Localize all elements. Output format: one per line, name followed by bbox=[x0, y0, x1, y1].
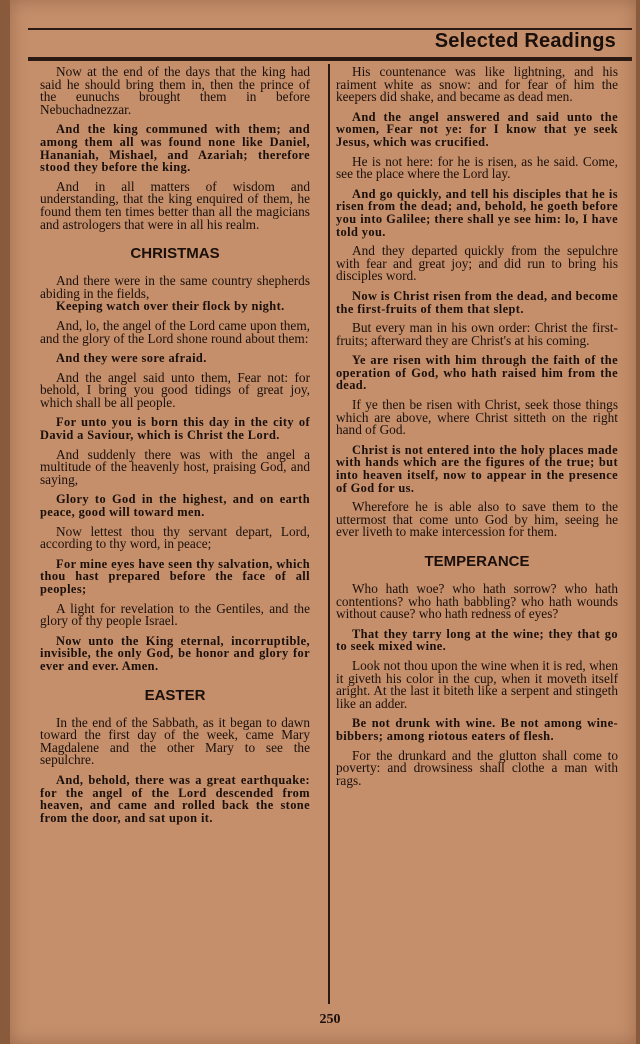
paragraph: His countenance was like lightning, and his raiment white as snow: and for fear of him the keepers did shake, and became as dead men. bbox=[336, 64, 618, 105]
paragraph: Now at the end of the days that the king had said he should bring them in, then the prince of the eunuchs brought them in before Nebuchadnezzar. bbox=[40, 64, 310, 117]
paragraph: For the drunkard and the glutton shall come to poverty: and drowsiness shall clothe a man with rags. bbox=[336, 747, 618, 788]
paragraph: But every man in his own order: Christ the first-fruits; afterward they are Christ's at his coming. bbox=[336, 320, 618, 348]
section-heading-christmas: CHRISTMAS bbox=[130, 245, 220, 263]
paragraph: For unto you is born this day in the city of David a Saviour, which is Christ the Lord. bbox=[40, 415, 310, 443]
paragraph: Who hath woe? who hath sorrow? who hath contentions? who hath babbling? who hath wounds without cause? who hath redness of eyes? bbox=[336, 581, 618, 622]
paragraph: And the angel said unto them, Fear not: for behold, I bring you good tidings of great joy, which shall be all people. bbox=[40, 369, 310, 410]
paragraph: And there were in the same country shepherds abiding in the fields, bbox=[40, 273, 310, 301]
paragraph: Christ is not entered into the holy places made with hands which are the figures of the true; but into heaven itself, now to appear in the presence of God for us. bbox=[336, 442, 618, 495]
paragraph: Now lettest thou thy servant depart, Lord, according to thy word, in peace; bbox=[40, 523, 310, 552]
left-column bbox=[40, 66, 310, 831]
paragraph: That they tarry long at the wine; they that go to seek mixed wine. bbox=[336, 626, 618, 654]
paragraph: He is not here: for he is risen, as he said. Come, see the place where the Lord lay. bbox=[336, 153, 618, 182]
paragraph: Now unto the King eternal, incorruptible, invisible, the only God, be honor and glory for ever and ever. Amen. bbox=[40, 633, 310, 673]
section-heading-easter: EASTER bbox=[144, 686, 206, 704]
paragraph: Keeping watch over their flock by night. bbox=[56, 299, 285, 314]
paragraph: Be not drunk with wine. Be not among wine-bibbers; among riotous eaters of flesh. bbox=[336, 716, 618, 743]
paragraph: And they were sore afraid. bbox=[56, 351, 207, 366]
section-heading-temperance: TEMPERANCE bbox=[424, 553, 530, 570]
page-header-title: Selected Readings bbox=[434, 30, 616, 52]
paragraph: And go quickly, and tell his disciples that he is risen from the dead; and, behold, he goeth before you into Galilee; there shall ye see him: lo, I have told you. bbox=[336, 186, 618, 239]
paragraph: Wherefore he is able also to save them to the uttermost that come unto God by him, seeing he ever liveth to make intercession for them. bbox=[336, 499, 618, 540]
paragraph: Glory to God in the highest, and on earth peace, good will toward men. bbox=[40, 492, 310, 520]
paragraph: And the king communed with them; and among them all was found none like Daniel, Hananiah, Mishael, and Azariah; therefore stood they before the king. bbox=[40, 122, 310, 175]
paragraph: And the angel answered and said unto the women, Fear not ye: for I know that ye seek Jesus, which was crucified. bbox=[336, 109, 618, 149]
column-divider bbox=[328, 64, 330, 1004]
paragraph: A light for revelation to the Gentiles, and the glory of thy people Israel. bbox=[40, 600, 310, 629]
paragraph: And suddenly there was with the angel a multitude of the heavenly host, praising God, and saying, bbox=[40, 446, 310, 487]
paragraph: Now is Christ risen from the dead, and become the first-fruits of them that slept. bbox=[336, 288, 618, 316]
paragraph: For mine eyes have seen thy salvation, which thou hast prepared before the face of all peoples; bbox=[40, 556, 310, 596]
paragraph: And, lo, the angel of the Lord came upon them, and the glory of the Lord shone round about them: bbox=[40, 317, 310, 346]
paragraph: And, behold, there was a great earthquake: for the angel of the Lord descended from heaven, and came and rolled back the stone from the door, and sat upon it. bbox=[40, 772, 310, 825]
header-rule bbox=[28, 57, 632, 61]
paragraph: And in all matters of wisdom and understanding, that the king enquired of them, he found them ten times better than all the magicians and astrologers that were in all his realm. bbox=[40, 178, 310, 232]
paragraph: Ye are risen with him through the faith of the operation of God, who hath raised him from the dead. bbox=[336, 353, 618, 393]
paragraph: And they departed quickly from the sepulchre with fear and great joy; and did run to bring his disciples word. bbox=[336, 243, 618, 284]
paragraph: Look not thou upon the wine when it is red, when it giveth his color in the cup, when it moveth itself aright. At the last it biteth like a serpent and stingeth like an adder. bbox=[336, 657, 618, 711]
page-number: 250 bbox=[319, 1012, 341, 1027]
right-column bbox=[336, 66, 618, 794]
paragraph: In the end of the Sabbath, as it began to dawn toward the first day of the week, came Mary Magdalene and the other Mary to see the sepulchre. bbox=[40, 714, 310, 768]
paragraph: If ye then be risen with Christ, seek those things which are above, where Christ sitteth on the right hand of God. bbox=[336, 397, 618, 438]
